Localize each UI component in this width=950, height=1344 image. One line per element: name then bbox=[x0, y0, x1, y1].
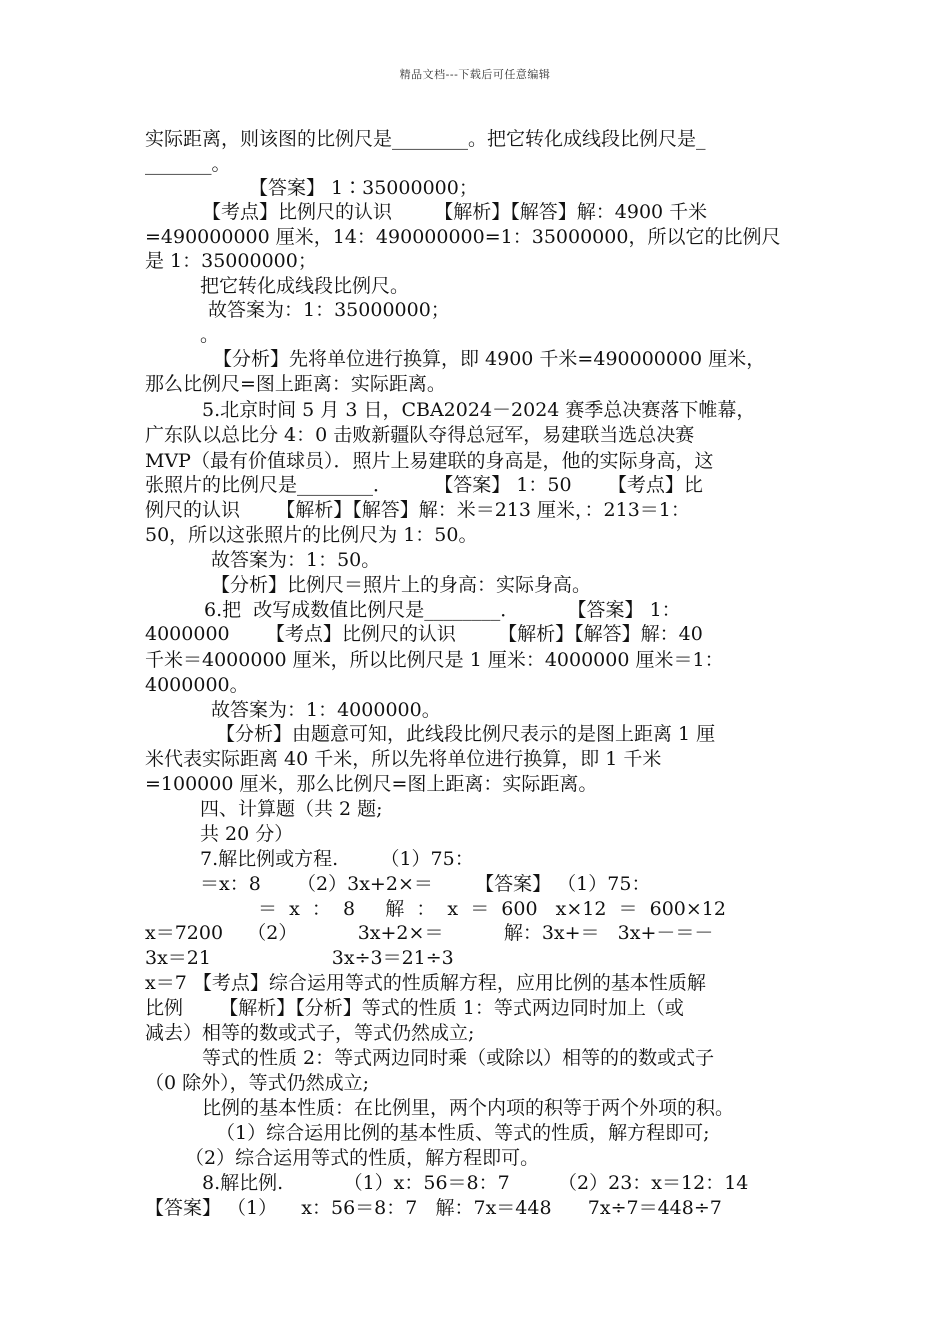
text-line: 3x＝21 3x÷3＝21÷3 bbox=[145, 947, 454, 969]
text-line: 比例 【解析】【分析】等式的性质 1：等式两边同时加上（或 bbox=[145, 997, 684, 1019]
text-line: 【分析】由题意可知，此线段比例尺表示的是图上距离 1 厘 bbox=[216, 723, 716, 745]
text-line: _______。 bbox=[145, 153, 231, 175]
text-line: x＝7 【考点】综合运用等式的性质解方程，应用比例的基本性质解 bbox=[145, 972, 706, 994]
text-line: 故答案为：1：50。 bbox=[211, 549, 381, 571]
text-line: 【答案】 （1） x：56＝8：7 解：7x＝448 7x÷7＝448÷7 bbox=[145, 1197, 722, 1219]
text-line: 减去）相等的数或式子，等式仍然成立; bbox=[145, 1022, 475, 1044]
text-line: =490000000 厘米，14：490000000=1：35000000，所以它的比例尺 bbox=[145, 226, 781, 248]
text-line: 等式的性质 2：等式两边同时乘（或除以）相等的的数或式子 bbox=[202, 1047, 715, 1069]
text-line: 四、计算题（共 2 题; bbox=[200, 798, 383, 820]
page-header: 精品文档---下载后可任意编辑 bbox=[399, 68, 551, 81]
text-line: 8.解比例. （1）x：56＝8：7 （2）23：x＝12：14 bbox=[202, 1172, 749, 1194]
text-line: 6.把 改写成数值比例尺是________． 【答案】 1： bbox=[204, 599, 681, 621]
text-line: 5.北京时间 5 月 3 日，CBA2024－2024 赛季总决赛落下帷幕， bbox=[202, 399, 756, 421]
text-line: 那么比例尺=图上距离：实际距离。 bbox=[145, 373, 446, 395]
text-line: 张照片的比例尺是________． 【答案】 1：50 【考点】比 bbox=[145, 474, 703, 496]
text-line: ＝x：8 （2）3x+2×＝ 【答案】 （1）75： bbox=[200, 873, 651, 895]
text-line: 是 1：35000000； bbox=[145, 250, 317, 272]
text-line: 实际距离，则该图的比例尺是________。把它转化成线段比例尺是_ bbox=[145, 128, 706, 150]
text-line: （1）综合运用比例的基本性质、等式的性质，解方程即可; bbox=[216, 1122, 710, 1144]
text-line: 4000000。 bbox=[145, 674, 249, 696]
text-line: （0 除外），等式仍然成立; bbox=[145, 1072, 370, 1094]
text-line: 【分析】先将单位进行换算，即 4900 千米=490000000 厘米， bbox=[213, 348, 766, 370]
text-line: 【分析】比例尺＝照片上的身高：实际身高。 bbox=[211, 574, 592, 596]
text-line: 7.解比例或方程. （1）75： bbox=[200, 848, 474, 870]
text-line: 比例的基本性质：在比例里，两个内项的积等于两个外项的积。 bbox=[202, 1097, 735, 1119]
text-line: 例尺的认识 【解析】【解答】解：米＝213 厘米，：213＝1： bbox=[145, 499, 690, 521]
text-line: x＝7200 （2） 3x+2×＝ 解：3x+＝ 3x+－＝－ bbox=[145, 922, 714, 944]
text-line: 【考点】比例尺的认识 【解析】【解答】解：4900 千米 bbox=[202, 201, 708, 223]
text-line: （2）综合运用等式的性质，解方程即可。 bbox=[185, 1147, 540, 1169]
text-line: 故答案为：1：35000000； bbox=[208, 299, 450, 321]
text-line: MVP（最有价值球员）．照片上易建联的身高是，他的实际身高，这 bbox=[145, 450, 714, 472]
text-line: 50，所以这张照片的比例尺为 1：50。 bbox=[145, 524, 478, 546]
text-line: 把它转化成线段比例尺。 bbox=[200, 275, 410, 297]
text-line: 共 20 分） bbox=[200, 823, 294, 845]
text-line: 【答案】 1∶35000000； bbox=[249, 177, 478, 199]
text-line: 米代表实际距离 40 千米，所以先将单位进行换算，即 1 千米 bbox=[145, 748, 662, 770]
text-line: 。 bbox=[200, 324, 220, 346]
text-line: ＝ x ： 8 解 ： x ＝ 600 x×12 ＝ 600×12 bbox=[258, 898, 726, 920]
text-line: 广东队以总比分 4：0 击败新疆队夺得总冠军，易建联当选总决赛 bbox=[145, 424, 695, 446]
text-line: 故答案为：1：4000000。 bbox=[211, 699, 441, 721]
text-line: =100000 厘米，那么比例尺=图上距离：实际距离。 bbox=[145, 773, 598, 795]
text-line: 4000000 【考点】比例尺的认识 【解析】【解答】解：40 bbox=[145, 623, 703, 645]
text-line: 千米＝4000000 厘米，所以比例尺是 1 厘米：4000000 厘米＝1： bbox=[145, 649, 724, 671]
